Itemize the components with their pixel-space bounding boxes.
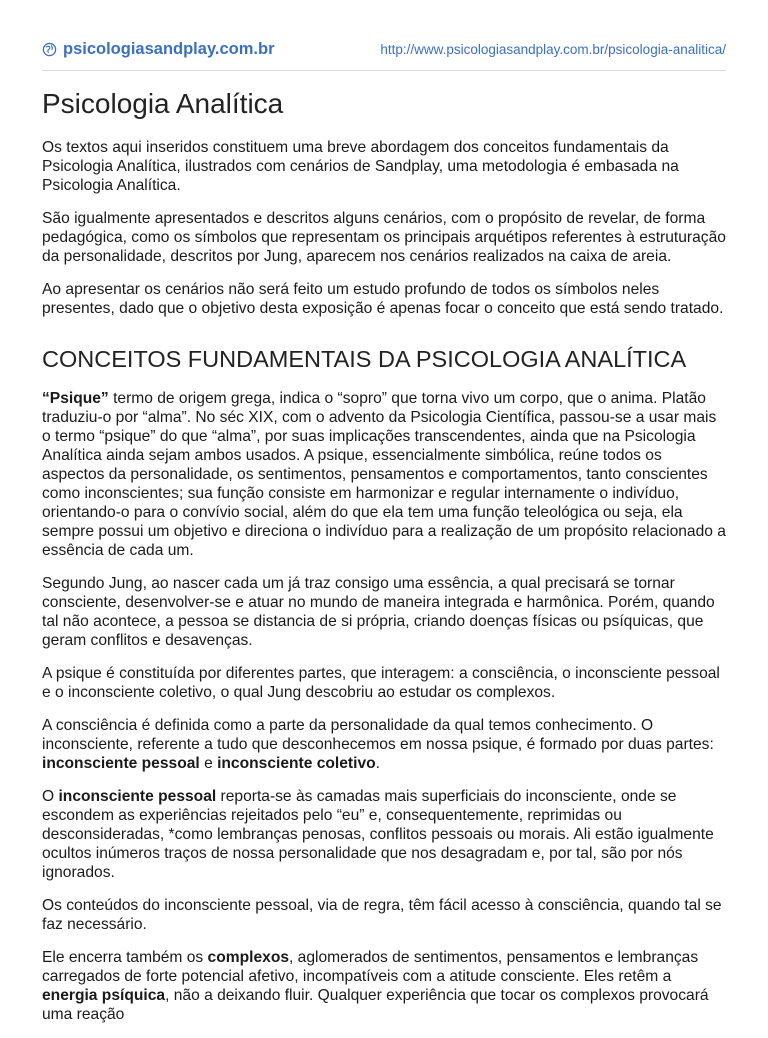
pessoal-text: reporta-se às camadas mais superficiais do inconsciente, onde se escondem as experiências rejeitados pelo “eu” e, consequentemente, reprimidas ou desconsideradas, *como lembranças penosas, conflitos pessoais ou morais. Ali estão igualmente ocultos inúmeros traços de nossa personalidade que nos desagradam e, por tal, são por nós ignorados.: [42, 788, 714, 881]
consciencia-mid: e: [199, 755, 218, 772]
section-title: CONCEITOS FUNDAMENTAIS DA PSICOLOGIA ANALÍTICA: [42, 346, 687, 372]
header-divider: [42, 70, 726, 71]
complexos-end: , não a deixando fluir. Qualquer experiência que tocar os complexos provocará uma reação: [42, 987, 709, 1023]
term-energia-psiquica: energia psíquica: [42, 987, 166, 1004]
site-link[interactable]: [42, 40, 275, 59]
site-name: psicologiasandplay.com.br: [63, 40, 275, 58]
complexos-pre: Ele encerra também os: [42, 949, 208, 966]
pessoal-paragraph: [42, 787, 726, 882]
psique-term: “Psique”: [42, 390, 109, 407]
complexos-paragraph: [42, 948, 726, 1024]
complexos-mid: , aglomerados de sentimentos, pensamentos e lembranças carregados de forte potencial afetivo, incompatíveis com a atitude consciente. Eles retêm a: [42, 949, 699, 985]
term-pessoal: inconsciente pessoal: [58, 788, 217, 805]
psique-paragraph: [42, 389, 726, 560]
partes-paragraph: A psique é constituída por diferentes partes, que interagem: a consciência, o inconsciente pessoal e o inconsciente coletivo, o qual Jung descobriu ao estudar os complexos.: [42, 665, 720, 701]
term-inconsciente-coletivo: inconsciente coletivo: [217, 755, 376, 772]
globe-icon: [42, 42, 57, 57]
jung-paragraph: Segundo Jung, ao nascer cada um já traz consigo uma essência, a qual precisará se tornar consciente, desenvolver-se e atuar no mundo de maneira integrada e harmônica. Porém, quando tal não acontece, a pessoa se distancia de si própria, criando doenças físicas ou psíquicas, que geram conflitos e desavenças.: [42, 575, 715, 649]
consciencia-end: .: [375, 755, 381, 772]
psique-text: termo de origem grega, indica o “sopro” que torna vivo um corpo, que o anima. Platão traduziu-o por “alma”. No séc XIX, com o advento da Psicologia Científica, passou-se a usar mais o termo “psique” do que “alma”, por suas implicações transcendentes, ainda que na Psicologia Analítica ainda sejam ambos usados. A psique, essencialmente simbólica, reúne todos os aspectos da personalidade, os sentimentos, pensamentos e comportamentos, tanto conscientes como inconscientes; sua função consiste em harmonizar e regular internamente o indivíduo, orientando-o para o convívio social, além do que ela tem uma função teleológica ou seja, ela sempre possui um objetivo e direciona o indivíduo para a realização de um propósito relacionado a essência de cada um.: [42, 390, 726, 559]
page-header: [42, 40, 726, 70]
pessoal-pre: O: [42, 788, 59, 805]
conteudos-paragraph: Os conteúdos do inconsciente pessoal, via de regra, têm fácil acesso à consciência, quando tal se faz necessário.: [42, 897, 722, 933]
term-complexos: complexos: [207, 949, 290, 966]
intro-paragraph-1: Os textos aqui inseridos constituem uma breve abordagem dos conceitos fundamentais da Psicologia Analítica, ilustrados com cenários de Sandplay, uma metodologia é embasada na Psicologia Analítica.: [42, 139, 679, 194]
consciencia-text: A consciência é definida como a parte da personalidade da qual temos conhecimento. O inconsciente, referente a tudo que desconhecemos em nossa psique, é formado por duas partes:: [42, 717, 714, 753]
page-url-link[interactable]: http://www.psicologiasandplay.com.br/psicologia-analitica/: [380, 42, 726, 57]
term-inconsciente-pessoal: inconsciente pessoal: [42, 755, 200, 772]
consciencia-paragraph: [42, 716, 726, 773]
intro-paragraph-2: São igualmente apresentados e descritos alguns cenários, com o propósito de revelar, de forma pedagógica, como os símbolos que representam os principais arquétipos referentes à estruturação da personalidade, descritos por Jung, aparecem nos cenários realizados na caixa de areia.: [42, 210, 726, 265]
article-body: [42, 88, 726, 1038]
page-title: Psicologia Analítica: [42, 88, 284, 119]
intro-paragraph-3: Ao apresentar os cenários não será feito um estudo profundo de todos os símbolos neles presentes, dado que o objetivo desta exposição é apenas focar o conceito que está sendo tratado.: [42, 281, 724, 317]
